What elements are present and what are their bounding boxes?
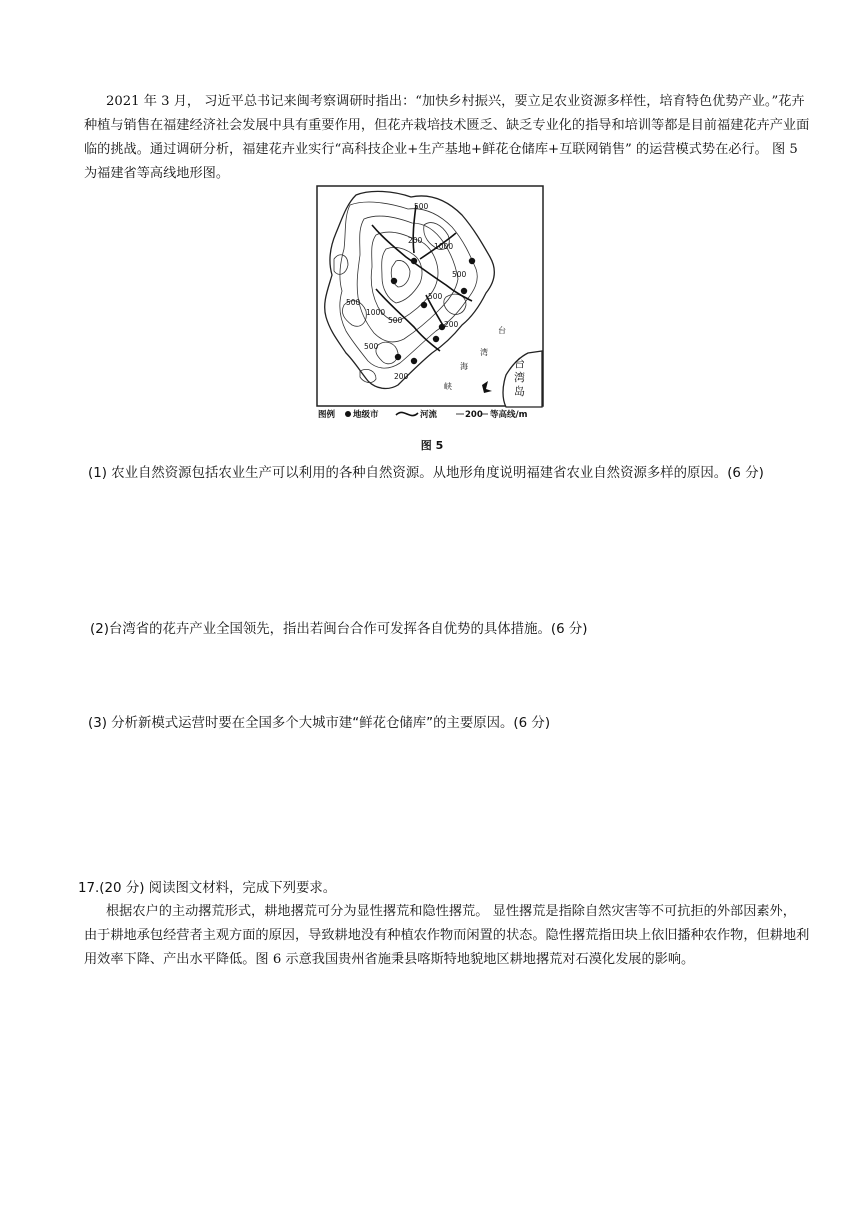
contour-label: 200 <box>408 236 423 245</box>
city-marker <box>433 336 439 342</box>
contour-label: 500 <box>414 202 429 211</box>
contour-label: 500 <box>346 298 361 307</box>
contour-label: 200 <box>444 320 459 329</box>
contour-label: 500 <box>452 270 467 279</box>
svg-text:湾: 湾 <box>514 371 525 384</box>
city-marker <box>421 302 427 308</box>
figure-caption: 图 5 <box>420 439 444 452</box>
svg-text:台: 台 <box>498 326 506 335</box>
city-marker <box>469 258 475 264</box>
question-3: (3) 分析新模式运营时要在全国多个大城市建“鲜花仓储库”的主要原因。(6 分) <box>88 716 551 731</box>
city-marker <box>395 354 401 360</box>
svg-text:等高线/m: 等高线/m <box>490 410 528 420</box>
svg-text:图例: 图例 <box>318 410 336 420</box>
svg-text:湾: 湾 <box>480 348 488 357</box>
contour-label: 200 <box>394 372 409 381</box>
city-marker <box>411 258 417 264</box>
contour-label: 500 <box>364 342 379 351</box>
contour-label: 500 <box>428 292 443 301</box>
legend-city-marker <box>345 411 351 417</box>
fujian-contour-map <box>316 185 544 423</box>
contour-label: 1000 <box>366 308 386 317</box>
question-17-material: 根据农户的主动撂荒形式，耕地撂荒可分为显性撂荒和隐性撂荒。 显性撂荒是指除自然灾害等不可抗拒的外部因素外， 由于耕地承包经营者主观方面的原因，导致耕地没有种植农作物而闲置的状态。隐性撂荒指田块上依旧播种农作物，但耕地利用效率下降、产出水平降低。图 6 示意我国贵州省施秉县喀斯特地貌地区耕地撂荒对石漠化发展的影响。 <box>84 904 810 967</box>
question-1: (1) 农业自然资源包括农业生产可以利用的各种自然资源。从地形角度说明福建省农业自然资源多样的原因。(6 分) <box>88 466 764 481</box>
svg-text:海: 海 <box>460 362 468 371</box>
question-17-header: 17.(20 分) 阅读图文材料，完成下列要求。 <box>78 881 337 896</box>
legend-river-symbol <box>396 412 418 415</box>
svg-text:200: 200 <box>465 410 483 420</box>
svg-text:河流: 河流 <box>420 410 438 420</box>
intro-paragraph: 2021 年 3 月， 习近平总书记来闽考察调研时指出：“加快乡村振兴，要立足农业资源多样性，培育特色优势产业。”花卉种植与销售在福建经济社会发展中具有重要作用，但花卉栽培技术匮乏、缺乏专业化的指导和培训等都是目前福建花卉产业面临的挑战。通过调研分析，福建花卉业实行“高科技企业+生产基地+鲜花仓储库+互联网销售” 的运营模式势在必行。 图 5 为福建省等高线地形图。 <box>84 94 810 181</box>
svg-text:地级市: 地级市 <box>353 410 379 420</box>
svg-text:峡: 峡 <box>444 382 452 391</box>
city-marker <box>391 278 397 284</box>
contour-label: 500 <box>388 316 403 325</box>
svg-text:岛: 岛 <box>514 385 525 398</box>
city-marker <box>411 358 417 364</box>
city-marker <box>461 288 467 294</box>
svg-text:台: 台 <box>514 357 525 370</box>
question-2: (2)台湾省的花卉产业全国领先，指出若闽台合作可发挥各自优势的具体措施。(6 分) <box>90 622 588 637</box>
contour-label: 1000 <box>434 242 454 251</box>
map-legend <box>318 409 528 420</box>
taiwan-island-label <box>514 357 525 398</box>
